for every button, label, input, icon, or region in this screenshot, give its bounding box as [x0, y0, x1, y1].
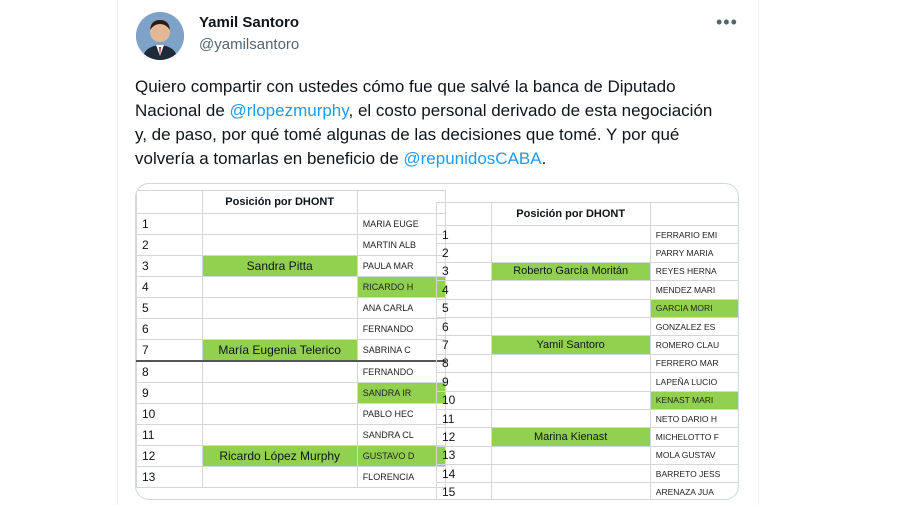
candidate-name-cell: FERNANDO [357, 361, 445, 383]
user-name[interactable]: Yamil Santoro [199, 14, 300, 31]
table-row [137, 361, 446, 383]
table-header: Posición por DHONT [202, 191, 357, 214]
candidate-name-cell: SABRINA C [357, 340, 445, 362]
row-number: 11 [137, 425, 203, 446]
row-number: 4 [437, 281, 492, 299]
dhont-position-cell [491, 226, 650, 244]
dhont-position-cell [202, 298, 357, 319]
mention-link-rlopezmurphy[interactable]: @rlopezmurphy [229, 101, 349, 120]
candidate-name-cell: ANA CARLA [357, 298, 445, 319]
dhont-position-cell [202, 319, 357, 340]
table-row [437, 317, 740, 335]
table-row [437, 428, 740, 446]
dhont-position-cell [202, 277, 357, 298]
row-number: 13 [437, 446, 492, 464]
table-row [137, 319, 446, 340]
row-number: 2 [437, 244, 492, 262]
row-number: 1 [437, 226, 492, 244]
candidate-name-cell: ARENAZA JUA [650, 483, 739, 500]
table-header: Posición por DHONT [491, 203, 650, 226]
table-row [437, 391, 740, 409]
candidate-name-cell: FERNANDO [357, 319, 445, 340]
tweet-text-part1: Quiero compartir con ustedes cómo fue que salvé la banca de Diputado Nacional de [135, 77, 676, 120]
tweet-text [135, 75, 725, 171]
dhont-position-cell: Yamil Santoro [491, 336, 650, 354]
table-row [437, 483, 740, 500]
dhont-position-cell [491, 391, 650, 409]
dhont-position-cell: Ricardo López Murphy [202, 446, 357, 467]
table-row [137, 214, 446, 235]
row-number: 3 [437, 262, 492, 280]
table-row [437, 409, 740, 427]
dhont-table-left [136, 190, 446, 488]
row-number: 1 [137, 214, 203, 235]
table-row [437, 465, 740, 483]
row-number: 13 [137, 467, 203, 488]
table-row [437, 446, 740, 464]
dhont-position-cell [202, 383, 357, 404]
dhont-position-cell: Roberto García Moritán [491, 262, 650, 280]
row-number: 10 [137, 404, 203, 425]
row-number: 5 [437, 299, 492, 317]
row-number: 10 [437, 391, 492, 409]
row-number: 5 [137, 298, 203, 319]
candidate-name-cell: BARRETO JESS [650, 465, 739, 483]
row-number: 3 [137, 256, 203, 277]
dhont-position-cell [202, 361, 357, 383]
table-row [137, 446, 446, 467]
candidate-name-cell: GUSTAVO D [357, 446, 445, 467]
dhont-position-cell [491, 373, 650, 391]
row-number: 12 [137, 446, 203, 467]
candidate-name-cell: NETO DARIO H [650, 409, 739, 427]
table-row [437, 336, 740, 354]
tweet-text-part2: , el costo personal derivado de esta negociación y, de paso, por qué tomé algunas de las decisiones que tomé. Y por qué volvería a tomarlas en beneficio de [135, 101, 713, 168]
row-number: 7 [437, 336, 492, 354]
dhont-table-right [436, 202, 739, 500]
table-row [437, 299, 740, 317]
candidate-name-cell: FERRARIO EMI [650, 226, 739, 244]
candidate-name-cell: MOLA GUSTAV [650, 446, 739, 464]
table-row [137, 383, 446, 404]
row-number: 6 [437, 317, 492, 335]
table-row [137, 256, 446, 277]
table-row [137, 277, 446, 298]
row-number: 9 [137, 383, 203, 404]
table-row [437, 244, 740, 262]
tweet-text-part3: . [541, 149, 547, 168]
dhont-position-cell [202, 235, 357, 256]
row-number: 12 [437, 428, 492, 446]
candidate-name-cell: MARIA EUGE [357, 214, 445, 235]
dhont-position-cell [491, 409, 650, 427]
candidate-name-cell: LAPEÑA LUCIO [650, 373, 739, 391]
table-row [137, 404, 446, 425]
mention-link-repunidoscaba[interactable]: @repunidosCABA [403, 149, 542, 168]
candidate-name-cell: ROMERO CLAU [650, 336, 739, 354]
table-row [137, 425, 446, 446]
dhont-position-cell [202, 467, 357, 488]
row-number: 8 [137, 361, 203, 383]
row-number: 4 [137, 277, 203, 298]
dhont-position-cell [491, 354, 650, 372]
candidate-name-cell: REYES HERNA [650, 262, 739, 280]
dhont-position-cell [491, 281, 650, 299]
candidate-name-cell: KENAST MARI [650, 391, 739, 409]
dhont-position-cell: María Eugenia Telerico [202, 340, 357, 362]
row-number: 9 [437, 373, 492, 391]
row-number: 2 [137, 235, 203, 256]
row-number: 15 [437, 483, 492, 500]
dhont-position-cell [202, 425, 357, 446]
dhont-position-cell [491, 299, 650, 317]
table-row [437, 226, 740, 244]
user-handle[interactable]: @yamilsantoro [199, 36, 300, 53]
dhont-position-cell [491, 465, 650, 483]
table-row [437, 373, 740, 391]
candidate-name-cell: MARTIN ALB [357, 235, 445, 256]
table-row [137, 467, 446, 488]
row-number: 6 [137, 319, 203, 340]
dhont-position-cell: Sandra Pitta [202, 256, 357, 277]
candidate-name-cell: GARCIA MORI [650, 299, 739, 317]
row-number: 8 [437, 354, 492, 372]
candidate-name-cell: RICARDO H [357, 277, 445, 298]
avatar-image [136, 12, 184, 60]
candidate-name-cell: FLORENCIA [357, 467, 445, 488]
row-number: 7 [137, 340, 203, 362]
candidate-name-cell: SANDRA CL [357, 425, 445, 446]
candidate-name-cell: MICHELOTTO F [650, 428, 739, 446]
tweet-image[interactable] [135, 183, 739, 500]
table-row [437, 262, 740, 280]
avatar[interactable] [136, 12, 184, 60]
candidate-name-cell: PAULA MAR [357, 256, 445, 277]
table-row [437, 281, 740, 299]
table-row [137, 235, 446, 256]
candidate-name-cell: MENDEZ MARI [650, 281, 739, 299]
row-number: 14 [437, 465, 492, 483]
candidate-name-cell: FERRERO MAR [650, 354, 739, 372]
table-row [137, 298, 446, 319]
dhont-position-cell [491, 446, 650, 464]
dhont-position-cell [202, 214, 357, 235]
dhont-position-cell [491, 317, 650, 335]
dhont-position-cell [491, 483, 650, 500]
candidate-name-cell: SANDRA IR [357, 383, 445, 404]
dhont-position-cell: Marina Kienast [491, 428, 650, 446]
row-number: 11 [437, 409, 492, 427]
candidate-name-cell: PABLO HEC [357, 404, 445, 425]
more-dots-icon[interactable]: ••• [716, 12, 738, 32]
candidate-name-cell: PARRY MARIA [650, 244, 739, 262]
table-row [137, 340, 446, 362]
dhont-position-cell [491, 244, 650, 262]
dhont-position-cell [202, 404, 357, 425]
table-row [437, 354, 740, 372]
candidate-name-cell: GONZALEZ ES [650, 317, 739, 335]
